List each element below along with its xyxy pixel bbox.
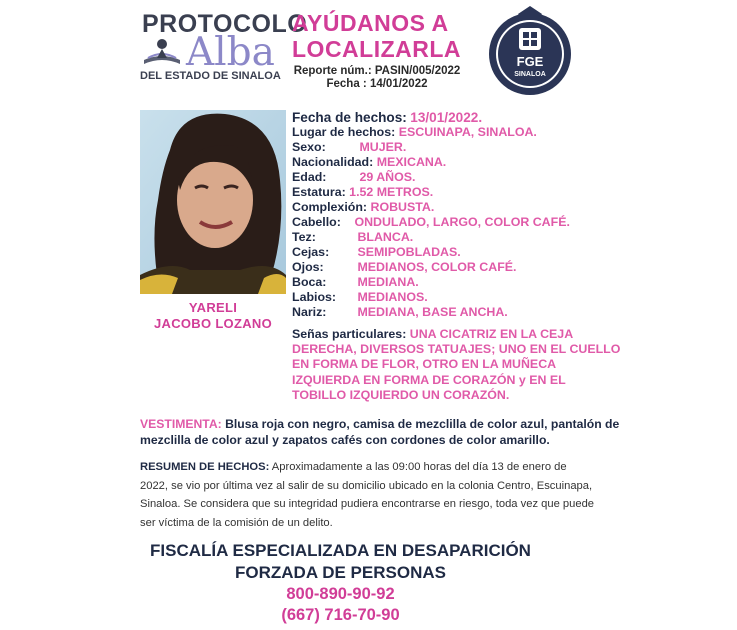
field-labios bbox=[292, 290, 428, 304]
fge-seal-icon bbox=[485, 6, 575, 98]
book-logo-icon bbox=[140, 34, 184, 68]
field-label: Boca: bbox=[292, 275, 327, 289]
seal-sinaloa-text: SINALOA bbox=[514, 71, 546, 78]
senas-label: Señas particulares: bbox=[292, 327, 407, 341]
field-value: ESCUINAPA, SINALOA. bbox=[398, 125, 537, 139]
vestimenta-value: Blusa roja con negro, camisa de mezclilla de color azul, pantalón de mezclilla de color azul y zapatos cafés con cordones de color amarillo. bbox=[140, 417, 620, 447]
distinguishing-marks bbox=[292, 327, 622, 403]
field-edad bbox=[292, 170, 415, 184]
field-label: Sexo: bbox=[292, 140, 326, 154]
field-value: 1.52 METROS. bbox=[349, 185, 434, 199]
person-last-name: JACOBO LOZANO bbox=[153, 316, 272, 331]
field-nacionalidad bbox=[292, 155, 446, 169]
field-nariz bbox=[292, 305, 508, 319]
cta-heading-line2: LOCALIZARLA bbox=[292, 36, 462, 62]
vestimenta-label: VESTIMENTA: bbox=[140, 417, 222, 431]
logo-subtitle: DEL ESTADO DE SINALOA bbox=[140, 70, 281, 82]
field-complexion bbox=[292, 200, 434, 214]
field-label: Ojos: bbox=[292, 260, 324, 274]
report-date: Fecha : 14/01/2022 bbox=[326, 78, 428, 90]
field-label: Labios: bbox=[292, 290, 337, 304]
footer-agency-line1: FISCALÍA ESPECIALIZADA EN DESAPARICIÓN bbox=[150, 541, 531, 560]
protocolo-logo-text: PROTOCOLO bbox=[142, 10, 308, 38]
field-value: 29 AÑOS. bbox=[359, 170, 416, 184]
field-label: Tez: bbox=[292, 230, 316, 244]
field-estatura bbox=[292, 185, 433, 199]
summary-of-events bbox=[140, 458, 595, 532]
field-label: Nacionalidad: bbox=[292, 155, 374, 169]
footer-phone-tollfree: 800-890-90-92 bbox=[286, 585, 395, 603]
field-ojos bbox=[292, 260, 516, 274]
field-lugar-hechos bbox=[292, 125, 537, 139]
field-label: Nariz: bbox=[292, 305, 327, 319]
footer-agency-line2: FORZADA DE PERSONAS bbox=[235, 563, 446, 582]
field-value: MEXICANA. bbox=[376, 155, 447, 169]
alba-logo-text: Alba bbox=[186, 30, 275, 75]
field-value: 13/01/2022. bbox=[410, 110, 483, 125]
field-value: MEDIANOS, COLOR CAFÉ. bbox=[357, 260, 517, 274]
field-value: MEDIANA. bbox=[357, 275, 419, 289]
field-label: Cabello: bbox=[292, 215, 341, 229]
field-value: MUJER. bbox=[359, 140, 407, 154]
field-sexo bbox=[292, 140, 406, 154]
footer-phone-local: (667) 716-70-90 bbox=[281, 606, 400, 624]
field-label: Edad: bbox=[292, 170, 327, 184]
seal-fge-text: FGE bbox=[516, 54, 544, 69]
field-boca bbox=[292, 275, 419, 289]
clothing-description bbox=[140, 416, 620, 448]
person-first-name: YARELI bbox=[188, 300, 238, 315]
field-fecha-hechos bbox=[292, 110, 482, 125]
cta-heading-line1: AYÚDANOS A bbox=[292, 10, 449, 36]
field-value: ROBUSTA. bbox=[370, 200, 435, 214]
missing-person-photo bbox=[140, 110, 286, 294]
field-cabello bbox=[292, 215, 570, 229]
resumen-value: Aproximadamente a las 09:00 horas del día 13 de enero de 2022, se vio por última vez al salir de su domicilio ubicado en la colonia Centro, Escuinapa, Sinaloa. Se considera que su integridad pudiera encontrarse en riesgo, toda vez que puede ser víctima de la comisión de un delito. bbox=[140, 461, 595, 529]
field-cejas bbox=[292, 245, 461, 259]
resumen-label: RESUMEN DE HECHOS: bbox=[140, 461, 270, 473]
field-label: Estatura: bbox=[292, 185, 346, 199]
field-label: Cejas: bbox=[292, 245, 330, 259]
field-value: MEDIANA, BASE ANCHA. bbox=[357, 305, 508, 319]
field-label: Lugar de hechos: bbox=[292, 125, 396, 139]
report-number: Reporte núm.: PASIN/005/2022 bbox=[293, 65, 461, 77]
senas-value: UNA CICATRIZ EN LA CEJA DERECHA, DIVERSOS TATUAJES; UNO EN EL CUELLO EN FORMA DE FLOR, OTRO EN LA MUÑECA IZQUIERDA EN FORMA DE CORAZÓN y EN EL TOBILLO IZQUIERDO UN CORAZÓN. bbox=[292, 327, 621, 402]
field-value: MEDIANOS. bbox=[357, 290, 428, 304]
field-value: SEMIPOBLADAS. bbox=[357, 245, 461, 259]
field-tez bbox=[292, 230, 413, 244]
field-value: BLANCA. bbox=[357, 230, 414, 244]
field-label: Fecha de hechos: bbox=[292, 110, 407, 125]
field-value: ONDULADO, LARGO, COLOR CAFÉ. bbox=[354, 215, 570, 229]
field-label: Complexión: bbox=[292, 200, 368, 214]
